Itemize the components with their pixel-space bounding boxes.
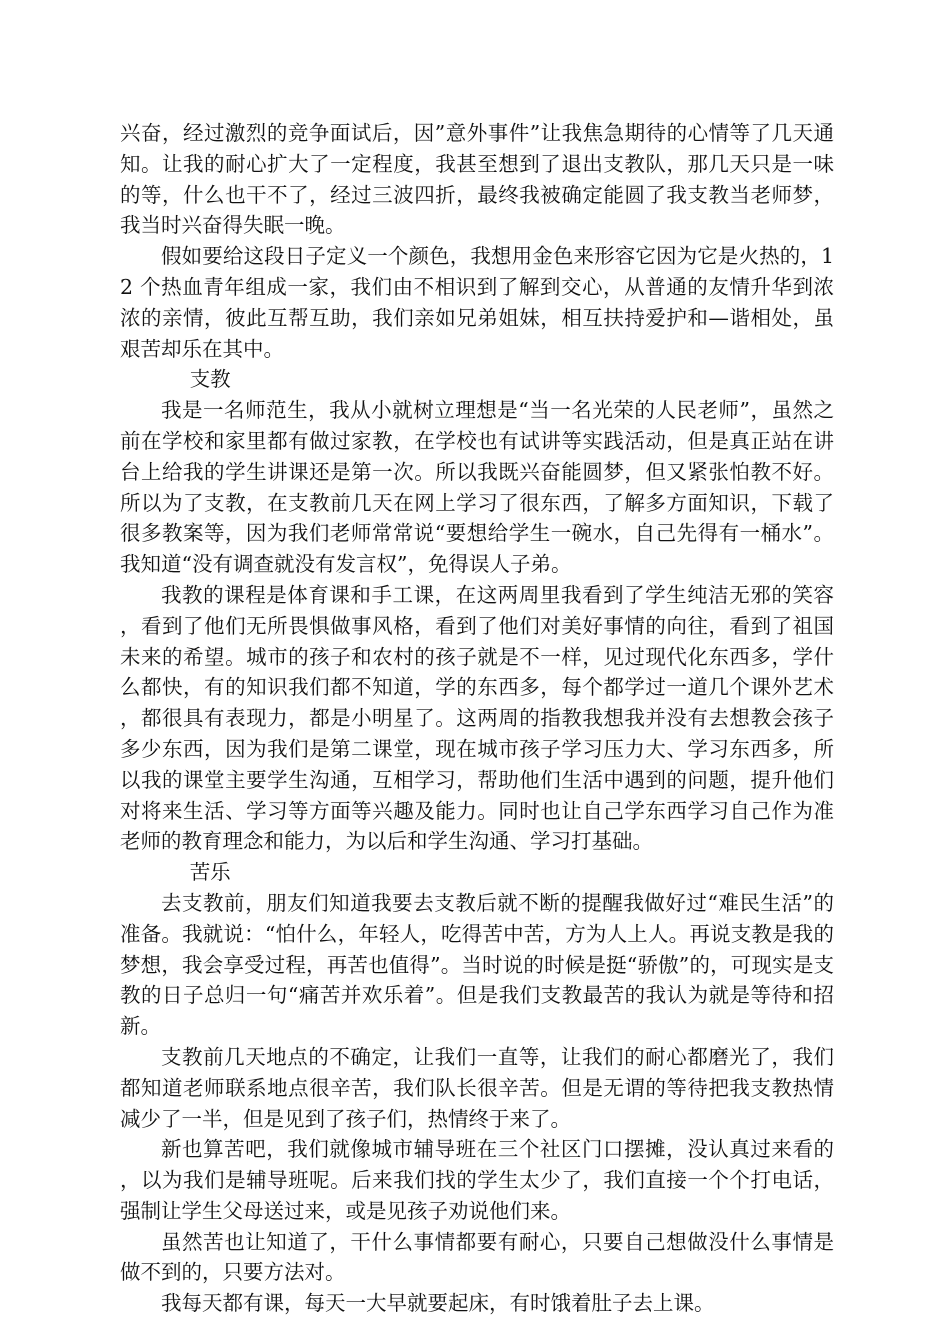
- section-heading-kule: 苦乐: [189, 860, 231, 885]
- paragraph: 我是一名师范生，我从小就树立理想是“当一名光荣的人民老师”，虽然之前在学校和家里都有做过家教，在学校也有试讲等实践活动，但是真正站在讲台上给我的学生讲课还是第一次。所以我既兴奋能圆梦，但又紧张怕教不好。所以为了支教，在支教前几天在网上学习了很东西，了解多方面知识，下载了很多教案等，因为我们老师常常说“要想给学生一碗水，自己先得有一桶水”。我知道“没有调查就没有发言权”，免得误人子弟。: [120, 398, 834, 577]
- paragraph: 我每天都有课，每天一大早就要起床，有时饿着肚子去上课。: [161, 1291, 715, 1316]
- document-body: [120, 118, 834, 1319]
- paragraph: 我教的课程是体育课和手工课，在这两周里我看到了学生纯洁无邪的笑容，看到了他们无所畏惧做事风格，看到了他们对美好事情的向往，看到了祖国未来的希望。城市的孩子和农村的孩子就是不一样，见过现代化东西多，学什么都快，有的知识我们都不知道，学的东西多，每个都学过一道几个课外艺术，都很具有表现力，都是小明星了。这两周的指教我想我并没有去想教会孩子多少东西，因为我们是第二课堂，现在城市孩子学习压力大、学习东西多，所以我的课堂主要学生沟通，互相学习，帮助他们生活中遇到的问题，提升他们对将来生活、学习等方面等兴趣及能力。同时也让自己学东西学习自己作为准老师的教育理念和能力，为以后和学生沟通、学习打基础。: [120, 582, 834, 854]
- paragraph: 假如要给这段日子定义一个颜色，我想用金色来形容它因为它是火热的，12 个热血青年组成一家，我们由不相识到了解到交心，从普通的友情升华到浓浓的亲情，彼此互帮互助，我们亲如兄弟姐妹，相互扶持爱护和—谐相处，虽艰苦却乐在其中。: [120, 244, 834, 361]
- paragraph: 支教前几天地点的不确定，让我们一直等，让我们的耐心都磨光了，我们都知道老师联系地点很辛苦，我们队长很辛苦。但是无谓的等待把我支教热情减少了一半，但是见到了孩子们，热情终于来了。: [120, 1044, 834, 1131]
- section-heading-zhijiao: 支教: [189, 367, 231, 392]
- paragraph: 去支教前，朋友们知道我要去支教后就不断的提醒我做好过“难民生活”的准备。我就说：“怕什么，年轻人，吃得苦中苦，方为人上人。再说支教是我的梦想，我会享受过程，再苦也值得”。当时说的时候是挺“骄傲”的，可现实是支教的日子总归一句“痛苦并欢乐着”。但是我们支教最苦的我认为就是等待和招新。: [120, 890, 834, 1039]
- paragraph: 新也算苦吧，我们就像城市辅导班在三个社区门口摆摊，没认真过来看的，以为我们是辅导班呢。后来我们找的学生太少了，我们直接一个个打电话，强制让学生父母送过来，或是见孩子劝说他们来。: [120, 1137, 834, 1223]
- paragraph: 兴奋，经过激烈的竞争面试后，因”意外事件”让我焦急期待的心情等了几天通知。让我的耐心扩大了一定程度，我甚至想到了退出支教队，那几天只是一味的等，什么也干不了，经过三波四折，最终我被确定能圆了我支教当老师梦，我当时兴奋得失眠一晚。: [120, 121, 834, 238]
- paragraph: 虽然苦也让知道了，干什么事情都要有耐心，只要自己想做没什么事情是做不到的，只要方法对。: [120, 1229, 834, 1285]
